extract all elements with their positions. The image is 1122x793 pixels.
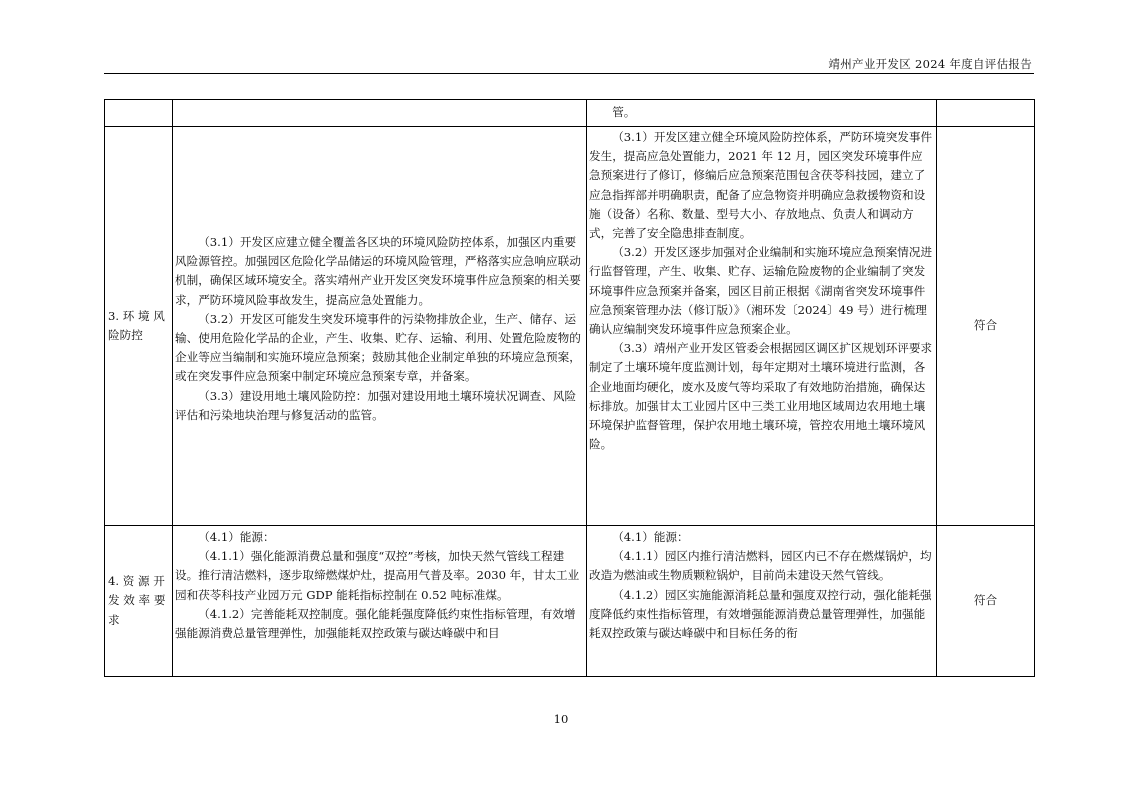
result-cell (937, 100, 1035, 127)
table-row (105, 100, 1035, 127)
assessment-table (104, 99, 1035, 677)
status-paragraph: （4.1）能源： (612, 530, 689, 544)
item-cell: 3. 环 境 风险防控 (105, 127, 173, 526)
status-paragraph: （3.1）开发区建立健全环境风险防控体系，严防环境突发事件发生，提高应急处置能力，2021 年 12 月，园区突发环境事件应急预案进行了修订，修编后应急预案范围包含茯苓科技园，建立了应急指挥部并明确职责，配备了应急物资并明确应急救援物资和设施（设备）名称、数量、型号大小、存放地点、负责人和调动方式，完善了安全隐患排查制度。 (589, 130, 933, 241)
result-cell: 符合 (937, 127, 1035, 526)
status-cell (587, 127, 937, 526)
status-paragraph: （4.1.1）园区内推行清洁燃料，园区内已不存在燃煤锅炉，均改造为燃油或生物质颗粒锅炉，目前尚未建设天然气管线。 (589, 549, 932, 583)
requirement-paragraph: （3.1）开发区应建立健全覆盖各区块的环境风险防控体系，加强区内重要风险源管控。加强园区危险化学品储运的环境风险管理，严格落实应急响应联动机制，确保区域环境安全。落实靖州产业开发区突发环境事件应急预案的相关要求，严防环境风险事故发生，提高应急处置能力。 (175, 234, 581, 307)
status-cell (587, 526, 937, 677)
requirement-paragraph: （4.1.1）强化能源消费总量和强度“双控”考核，加快天然气管线工程建设。推行清洁燃料，逐步取缔燃煤炉灶，提高用气普及率。2030 年，甘太工业园和茯苓科技产业园万元 GDP 能耗指标控制在 0.52 吨标准煤。 (175, 549, 580, 602)
requirement-cell (173, 127, 587, 526)
requirement-cell (173, 100, 587, 127)
status-paragraph: （3.3）靖州产业开发区管委会根据园区调区扩区规划环评要求制定了土壤环境年度监测计划，每年定期对土壤环境进行监测，各企业地面均硬化，废水及废气等均采取了有效地防治措施，确保达标排放。加强甘太工业园片区中三类工业用地区域周边农用地土壤环境保护监督管理，保护农用地土壤环境，管控农用地土壤环境风险。 (589, 341, 933, 452)
requirement-paragraph: （3.2）开发区可能发生突发环境事件的污染物排放企业，生产、储存、运输、使用危险化学品的企业，产生、收集、贮存、运输、利用、处置危险废物的企业等应当编制和实施环境应急预案；鼓励其他企业制定单独的环境应急预案，或在突发事件应急预案中制定环境应急预案专章，并备案。 (175, 311, 581, 384)
result-cell: 符合 (937, 526, 1035, 677)
item-cell: 4. 资 源 开发 效 率 要求 (105, 526, 173, 677)
table-row (105, 127, 1035, 526)
status-paragraph: 管。 (612, 105, 636, 119)
header-rule (104, 73, 1034, 74)
status-cell (587, 100, 937, 127)
status-paragraph: （4.1.2）园区实施能源消耗总量和强度双控行动，强化能耗强度降低约束性指标管理，有效增强能源消费总量管理弹性，加强能耗双控政策与碳达峰碳中和目标任务的衔 (589, 587, 932, 641)
requirement-cell (173, 526, 587, 677)
document-header: 靖州产业开发区 2024 年度自评估报告 (828, 57, 1032, 71)
requirement-paragraph: （4.1.2）完善能耗双控制度。强化能耗强度降低约束性指标管理，有效增强能源消费总量管理弹性，加强能耗双控政策与碳达峰碳中和目 (175, 606, 576, 641)
requirement-paragraph: （4.1）能源： (198, 530, 275, 544)
table-row (105, 526, 1035, 677)
page-number: 10 (553, 712, 569, 726)
requirement-paragraph: （3.3）建设用地土壤风险防控：加强对建设用地土壤环境状况调查、风险评估和污染地块治理与修复活动的监管。 (175, 388, 577, 422)
item-cell (105, 100, 173, 127)
status-paragraph: （3.2）开发区逐步加强对企业编制和实施环境应急预案情况进行监督管理，产生、收集、贮存、运输危险废物的企业编制了突发环境事件应急预案并备案，园区目前正根据《湖南省突发环境事件应急预案管理办法（修订版）》（湘环发〔2024〕49 号）进行梳理确认应编制突发环境事件应急预案企业。 (589, 245, 933, 337)
